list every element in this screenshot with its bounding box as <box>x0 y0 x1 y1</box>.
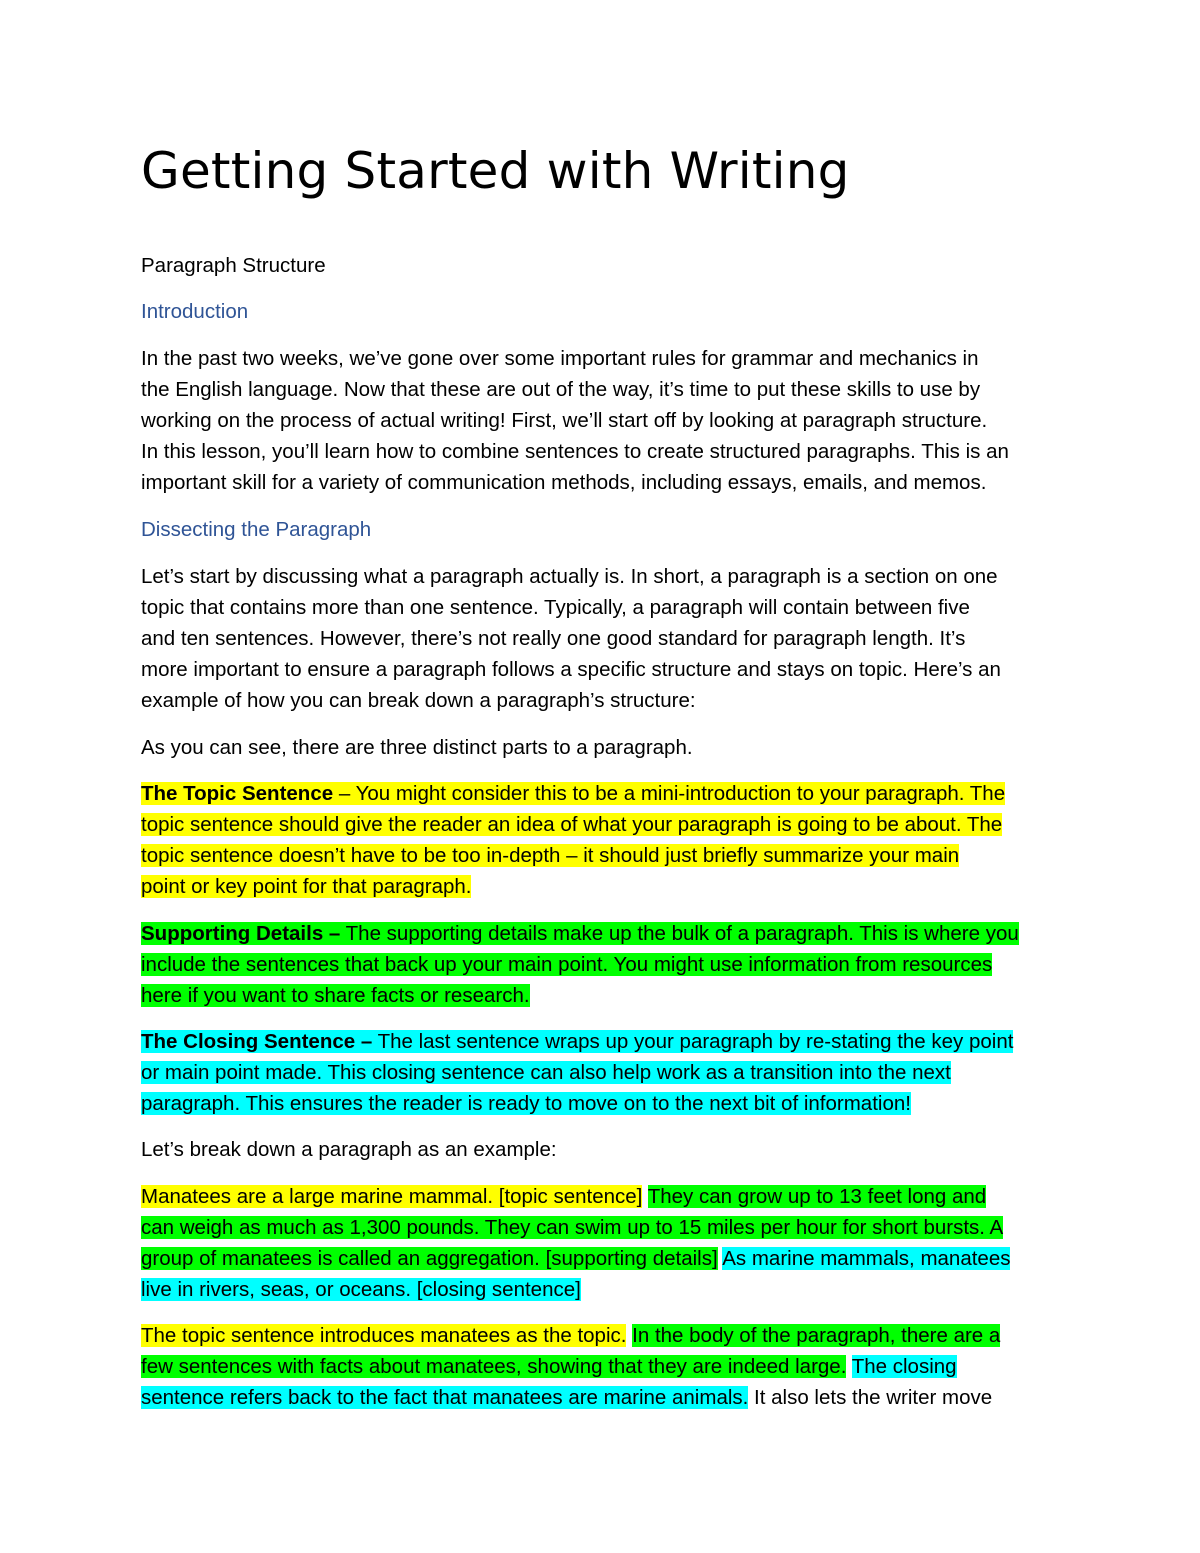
text-line: example of how you can break down a paragraph’s structure: <box>141 689 696 712</box>
highlight-closing: paragraph. This ensures the reader is ready to move on to the next bit of information! <box>141 1092 911 1115</box>
highlight-text: The last sentence wraps up your paragraph by re-stating the key point <box>372 1030 1014 1053</box>
highlight-closing: As marine mammals, manatees <box>722 1247 1011 1270</box>
heading-dissecting: Dissecting the Paragraph <box>141 518 372 541</box>
highlight-closing: sentence refers back to the fact that manatees are marine animals. <box>141 1386 749 1409</box>
text-line <box>141 1320 1061 1351</box>
highlight-topic: topic sentence should give the reader an idea of what your paragraph is going to be about. The <box>141 813 1003 836</box>
highlight-support: They can grow up to 13 feet long and <box>647 1185 987 1208</box>
text-line <box>141 1088 1061 1119</box>
supporting-details-paragraph <box>141 918 1061 1011</box>
text-line: and ten sentences. However, there’s not really one good standard for paragraph length. It’s <box>141 627 966 650</box>
breakdown-intro-paragraph <box>141 1134 1061 1165</box>
text-line <box>141 980 1061 1011</box>
text-line <box>141 840 1061 871</box>
highlight-support: include the sentences that back up your main point. You might use information from resources <box>141 953 993 976</box>
text-line <box>141 1351 1061 1382</box>
plain-text: It also lets the writer move <box>754 1386 993 1409</box>
text-line <box>141 809 1061 840</box>
closing-sentence-label: The Closing Sentence – <box>141 1030 373 1053</box>
highlight-closing: or main point made. This closing sentence can also help work as a transition into the next <box>141 1061 951 1084</box>
heading-introduction: Introduction <box>141 300 249 323</box>
highlight-text: – You might consider this to be a mini-introduction to your paragraph. The <box>333 782 1006 805</box>
intro-paragraph <box>141 343 1061 498</box>
highlight-topic: topic sentence doesn’t have to be too in-depth – it should just briefly summarize your main <box>141 844 960 867</box>
closing-sentence-paragraph <box>141 1026 1061 1119</box>
text-line <box>141 1382 1061 1413</box>
text-line: In the past two weeks, we’ve gone over some important rules for grammar and mechanics in <box>141 347 979 370</box>
highlight-support: group of manatees is called an aggregation. [supporting details] <box>141 1247 718 1270</box>
highlight-support: can weigh as much as 1,300 pounds. They can swim up to 15 miles per hour for short bursts. A <box>141 1216 1004 1239</box>
topic-sentence-label: The Topic Sentence <box>141 782 334 805</box>
text-line: important skill for a variety of communication methods, including essays, emails, and memos. <box>141 471 987 494</box>
highlight-topic <box>141 782 1005 805</box>
highlight-topic: point or key point for that paragraph. <box>141 875 472 898</box>
highlight-support <box>141 922 1019 945</box>
highlight-closing: The closing <box>851 1355 957 1378</box>
explanation-paragraph <box>141 1320 1061 1413</box>
text-line: Let’s break down a paragraph as an example: <box>141 1138 557 1161</box>
text-line: In this lesson, you’ll learn how to combine sentences to create structured paragraphs. This is an <box>141 440 1009 463</box>
text-line <box>141 1243 1061 1274</box>
highlight-support: few sentences with facts about manatees, showing that they are indeed large. <box>141 1355 847 1378</box>
supporting-details-label: Supporting Details – <box>141 922 341 945</box>
highlight-text: The supporting details make up the bulk of a paragraph. This is where you <box>340 922 1019 945</box>
text-line <box>141 918 1061 949</box>
highlight-closing: live in rivers, seas, or oceans. [closing sentence] <box>141 1278 581 1301</box>
three-parts-paragraph <box>141 732 1061 763</box>
text-line <box>141 1057 1061 1088</box>
text-line <box>141 1274 1061 1305</box>
text-line <box>141 1026 1061 1057</box>
text-line <box>141 871 1061 902</box>
highlight-support: here if you want to share facts or research. <box>141 984 530 1007</box>
text-line <box>141 1212 1061 1243</box>
highlight-topic: Manatees are a large marine mammal. [topic sentence] <box>141 1185 643 1208</box>
text-line: the English language. Now that these are out of the way, it’s time to put these skills to use by <box>141 378 981 401</box>
text-line: more important to ensure a paragraph follows a specific structure and stays on topic. Here’s an <box>141 658 1001 681</box>
dissect-paragraph <box>141 561 1061 716</box>
topic-sentence-paragraph <box>141 778 1061 902</box>
text-line: topic that contains more than one sentence. Typically, a paragraph will contain between five <box>141 596 970 619</box>
text-line: Let’s start by discussing what a paragraph actually is. In short, a paragraph is a section on one <box>141 565 998 588</box>
highlight-topic: The topic sentence introduces manatees as the topic. <box>141 1324 627 1347</box>
text-line <box>141 1181 1061 1212</box>
text-line: As you can see, there are three distinct parts to a paragraph. <box>141 736 693 759</box>
text-line: working on the process of actual writing! First, we’ll start off by looking at paragraph structure. <box>141 409 988 432</box>
highlight-closing <box>141 1030 1013 1053</box>
text-line <box>141 949 1061 980</box>
highlight-support: In the body of the paragraph, there are a <box>632 1324 1001 1347</box>
manatee-example-paragraph <box>141 1181 1061 1305</box>
document-title: Getting Started with Writing <box>141 142 850 200</box>
text-line <box>141 778 1061 809</box>
document-subtitle: Paragraph Structure <box>141 254 326 277</box>
